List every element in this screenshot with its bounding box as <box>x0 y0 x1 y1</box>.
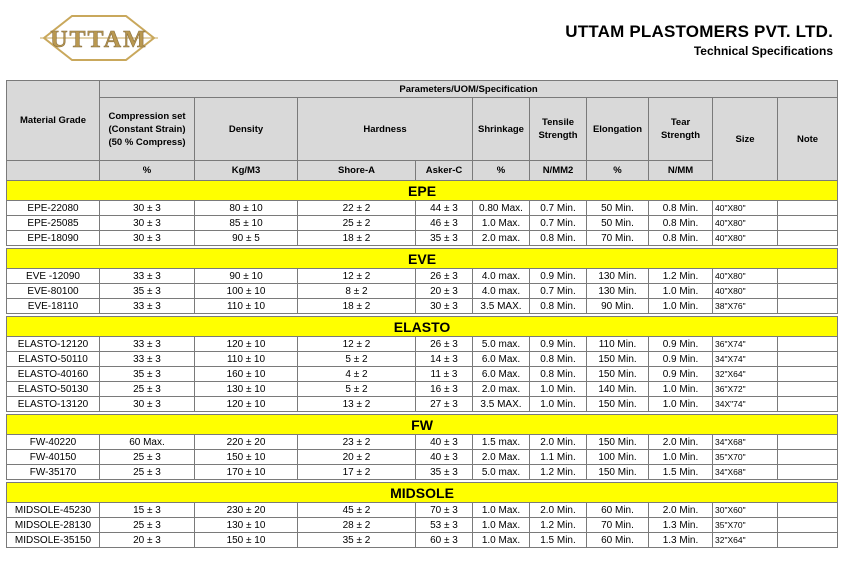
cell-grade: ELASTO-13120 <box>7 397 100 412</box>
cell-shore-a: 8 ± 2 <box>298 284 416 299</box>
cell-density: 130 ± 10 <box>195 382 298 397</box>
cell-compression: 30 ± 3 <box>100 216 195 231</box>
cell-shore-a: 12 ± 2 <box>298 337 416 352</box>
cell-shore-a: 13 ± 2 <box>298 397 416 412</box>
cell-size: 40"X80" <box>713 216 778 231</box>
cell-tensile: 0.7 Min. <box>530 201 587 216</box>
group-row <box>7 249 838 269</box>
cell-tensile: 0.8 Min. <box>530 367 587 382</box>
header-tear: Tear Strength <box>649 98 713 161</box>
cell-shrinkage: 2.0 Max. <box>473 450 530 465</box>
cell-density: 150 ± 10 <box>195 450 298 465</box>
header-note: Note <box>778 98 838 181</box>
cell-asker-c: 14 ± 3 <box>416 352 473 367</box>
cell-shore-a: 18 ± 2 <box>298 231 416 246</box>
cell-density: 230 ± 20 <box>195 503 298 518</box>
cell-density: 120 ± 10 <box>195 397 298 412</box>
group-title: MIDSOLE <box>7 483 838 503</box>
cell-elongation: 110 Min. <box>587 337 649 352</box>
cell-shrinkage: 2.0 max. <box>473 231 530 246</box>
cell-grade: EPE-18090 <box>7 231 100 246</box>
group-title: EVE <box>7 249 838 269</box>
unit-shrinkage: % <box>473 161 530 181</box>
cell-shore-a: 22 ± 2 <box>298 201 416 216</box>
cell-size: 35"X70" <box>713 450 778 465</box>
cell-shrinkage: 5.0 max. <box>473 337 530 352</box>
cell-tear: 0.8 Min. <box>649 216 713 231</box>
header-density: Density <box>195 98 298 161</box>
cell-density: 160 ± 10 <box>195 367 298 382</box>
cell-note <box>778 269 838 284</box>
cell-compression: 35 ± 3 <box>100 284 195 299</box>
cell-elongation: 70 Min. <box>587 231 649 246</box>
cell-compression: 30 ± 3 <box>100 397 195 412</box>
cell-tensile: 1.0 Min. <box>530 382 587 397</box>
header-shrinkage: Shrinkage <box>473 98 530 161</box>
cell-grade: ELASTO-40160 <box>7 367 100 382</box>
cell-size: 38"X76" <box>713 299 778 314</box>
table-row <box>7 382 838 397</box>
cell-asker-c: 53 ± 3 <box>416 518 473 533</box>
cell-tear: 1.3 Min. <box>649 518 713 533</box>
cell-grade: EVE -12090 <box>7 269 100 284</box>
cell-compression: 20 ± 3 <box>100 533 195 548</box>
cell-shore-a: 45 ± 2 <box>298 503 416 518</box>
cell-asker-c: 26 ± 3 <box>416 269 473 284</box>
cell-tensile: 0.9 Min. <box>530 337 587 352</box>
cell-asker-c: 30 ± 3 <box>416 299 473 314</box>
cell-size: 36"X74" <box>713 337 778 352</box>
header-size: Size <box>713 98 778 181</box>
cell-shore-a: 12 ± 2 <box>298 269 416 284</box>
cell-size: 32"X64" <box>713 533 778 548</box>
cell-elongation: 150 Min. <box>587 367 649 382</box>
cell-shore-a: 28 ± 2 <box>298 518 416 533</box>
cell-compression: 30 ± 3 <box>100 201 195 216</box>
cell-asker-c: 35 ± 3 <box>416 231 473 246</box>
table-row <box>7 450 838 465</box>
cell-density: 100 ± 10 <box>195 284 298 299</box>
cell-elongation: 100 Min. <box>587 450 649 465</box>
cell-note <box>778 465 838 480</box>
spec-table <box>6 80 838 548</box>
cell-note <box>778 518 838 533</box>
cell-elongation: 150 Min. <box>587 435 649 450</box>
cell-asker-c: 11 ± 3 <box>416 367 473 382</box>
cell-asker-c: 70 ± 3 <box>416 503 473 518</box>
table-row <box>7 367 838 382</box>
group-title: EPE <box>7 181 838 201</box>
cell-shrinkage: 5.0 max. <box>473 465 530 480</box>
cell-elongation: 70 Min. <box>587 518 649 533</box>
table-row <box>7 284 838 299</box>
cell-tensile: 1.5 Min. <box>530 533 587 548</box>
cell-shore-a: 17 ± 2 <box>298 465 416 480</box>
cell-shore-a: 4 ± 2 <box>298 367 416 382</box>
cell-tear: 1.2 Min. <box>649 269 713 284</box>
cell-note <box>778 367 838 382</box>
unit-density: Kg/M3 <box>195 161 298 181</box>
cell-size: 40"X80" <box>713 269 778 284</box>
cell-elongation: 140 Min. <box>587 382 649 397</box>
group-title: FW <box>7 415 838 435</box>
cell-tear: 1.0 Min. <box>649 397 713 412</box>
unit-tensile: N/MM2 <box>530 161 587 181</box>
cell-asker-c: 26 ± 3 <box>416 337 473 352</box>
company-name: UTTAM PLASTOMERS PVT. LTD. <box>565 22 833 41</box>
cell-size: 30"X60" <box>713 503 778 518</box>
cell-compression: 15 ± 3 <box>100 503 195 518</box>
table-row <box>7 518 838 533</box>
table-row <box>7 533 838 548</box>
cell-grade: EPE-25085 <box>7 216 100 231</box>
cell-density: 110 ± 10 <box>195 352 298 367</box>
cell-size: 34"X74" <box>713 352 778 367</box>
cell-density: 120 ± 10 <box>195 337 298 352</box>
cell-shore-a: 18 ± 2 <box>298 299 416 314</box>
cell-shrinkage: 4.0 max. <box>473 269 530 284</box>
cell-shore-a: 5 ± 2 <box>298 352 416 367</box>
cell-tensile: 0.8 Min. <box>530 231 587 246</box>
cell-size: 40"X80" <box>713 201 778 216</box>
cell-note <box>778 284 838 299</box>
table-row <box>7 503 838 518</box>
cell-size: 35"X70" <box>713 518 778 533</box>
cell-shore-a: 25 ± 2 <box>298 216 416 231</box>
cell-shrinkage: 1.0 Max. <box>473 518 530 533</box>
cell-grade: FW-40220 <box>7 435 100 450</box>
cell-density: 85 ± 10 <box>195 216 298 231</box>
cell-compression: 60 Max. <box>100 435 195 450</box>
header-elongation: Elongation <box>587 98 649 161</box>
group-row <box>7 181 838 201</box>
cell-grade: MIDSOLE-45230 <box>7 503 100 518</box>
cell-tensile: 1.1 Min. <box>530 450 587 465</box>
cell-elongation: 60 Min. <box>587 533 649 548</box>
cell-compression: 30 ± 3 <box>100 231 195 246</box>
cell-shrinkage: 1.0 Max. <box>473 503 530 518</box>
company-logo <box>34 10 164 66</box>
cell-note <box>778 299 838 314</box>
cell-tear: 0.8 Min. <box>649 201 713 216</box>
cell-elongation: 130 Min. <box>587 269 649 284</box>
cell-tear: 0.8 Min. <box>649 231 713 246</box>
header-material-grade: Material Grade <box>7 81 100 161</box>
table-row <box>7 231 838 246</box>
cell-tear: 0.9 Min. <box>649 337 713 352</box>
table-row <box>7 299 838 314</box>
cell-density: 150 ± 10 <box>195 533 298 548</box>
cell-shrinkage: 4.0 max. <box>473 284 530 299</box>
document-subtitle: Technical Specifications <box>693 44 833 58</box>
cell-shrinkage: 1.5 max. <box>473 435 530 450</box>
unit-asker-c: Asker-C <box>416 161 473 181</box>
cell-shrinkage: 0.80 Max. <box>473 201 530 216</box>
cell-elongation: 50 Min. <box>587 216 649 231</box>
cell-compression: 33 ± 3 <box>100 352 195 367</box>
cell-tear: 0.9 Min. <box>649 352 713 367</box>
header-tensile: Tensile Strength <box>530 98 587 161</box>
cell-grade: ELASTO-50130 <box>7 382 100 397</box>
table-row <box>7 201 838 216</box>
logo-text: UTTAM <box>50 27 148 53</box>
cell-shrinkage: 3.5 MAX. <box>473 397 530 412</box>
cell-note <box>778 397 838 412</box>
cell-tensile: 0.7 Min. <box>530 284 587 299</box>
group-row <box>7 415 838 435</box>
cell-asker-c: 44 ± 3 <box>416 201 473 216</box>
cell-size: 34"X68" <box>713 465 778 480</box>
cell-note <box>778 382 838 397</box>
cell-tear: 1.0 Min. <box>649 299 713 314</box>
cell-density: 90 ± 10 <box>195 269 298 284</box>
cell-shore-a: 5 ± 2 <box>298 382 416 397</box>
units-blank <box>7 161 100 181</box>
cell-note <box>778 201 838 216</box>
cell-elongation: 130 Min. <box>587 284 649 299</box>
cell-asker-c: 60 ± 3 <box>416 533 473 548</box>
group-row <box>7 483 838 503</box>
cell-shrinkage: 6.0 Max. <box>473 367 530 382</box>
cell-asker-c: 40 ± 3 <box>416 435 473 450</box>
group-row <box>7 317 838 337</box>
cell-tensile: 1.2 Min. <box>530 465 587 480</box>
cell-density: 90 ± 5 <box>195 231 298 246</box>
cell-tear: 2.0 Min. <box>649 435 713 450</box>
cell-tensile: 1.0 Min. <box>530 397 587 412</box>
cell-tensile: 2.0 Min. <box>530 503 587 518</box>
cell-compression: 33 ± 3 <box>100 337 195 352</box>
cell-size: 36"X72" <box>713 382 778 397</box>
cell-tear: 2.0 Min. <box>649 503 713 518</box>
cell-density: 220 ± 20 <box>195 435 298 450</box>
cell-compression: 25 ± 3 <box>100 450 195 465</box>
cell-note <box>778 337 838 352</box>
table-row <box>7 397 838 412</box>
unit-shore-a: Shore-A <box>298 161 416 181</box>
cell-asker-c: 40 ± 3 <box>416 450 473 465</box>
cell-shrinkage: 2.0 max. <box>473 382 530 397</box>
cell-tensile: 1.2 Min. <box>530 518 587 533</box>
table-row <box>7 352 838 367</box>
cell-tear: 0.9 Min. <box>649 367 713 382</box>
cell-asker-c: 27 ± 3 <box>416 397 473 412</box>
cell-asker-c: 16 ± 3 <box>416 382 473 397</box>
unit-compression: % <box>100 161 195 181</box>
cell-tensile: 0.7 Min. <box>530 216 587 231</box>
cell-tear: 1.3 Min. <box>649 533 713 548</box>
cell-asker-c: 46 ± 3 <box>416 216 473 231</box>
cell-note <box>778 503 838 518</box>
cell-elongation: 150 Min. <box>587 397 649 412</box>
cell-shrinkage: 3.5 MAX. <box>473 299 530 314</box>
table-row <box>7 269 838 284</box>
cell-size: 40"X80" <box>713 284 778 299</box>
cell-elongation: 150 Min. <box>587 465 649 480</box>
cell-density: 80 ± 10 <box>195 201 298 216</box>
cell-tensile: 0.8 Min. <box>530 299 587 314</box>
cell-shrinkage: 6.0 Max. <box>473 352 530 367</box>
cell-tear: 1.0 Min. <box>649 382 713 397</box>
cell-tear: 1.0 Min. <box>649 284 713 299</box>
cell-grade: EPE-22080 <box>7 201 100 216</box>
cell-note <box>778 352 838 367</box>
cell-elongation: 50 Min. <box>587 201 649 216</box>
cell-grade: ELASTO-50110 <box>7 352 100 367</box>
cell-compression: 33 ± 3 <box>100 299 195 314</box>
unit-elongation: % <box>587 161 649 181</box>
cell-compression: 35 ± 3 <box>100 367 195 382</box>
group-title: ELASTO <box>7 317 838 337</box>
cell-tensile: 0.9 Min. <box>530 269 587 284</box>
cell-grade: FW-35170 <box>7 465 100 480</box>
cell-shrinkage: 1.0 Max. <box>473 533 530 548</box>
cell-tear: 1.0 Min. <box>649 450 713 465</box>
table-row <box>7 337 838 352</box>
header-compression: Compression set (Constant Strain) (50 % Compress) <box>100 98 195 161</box>
cell-elongation: 60 Min. <box>587 503 649 518</box>
header-hardness: Hardness <box>298 98 473 161</box>
cell-note <box>778 435 838 450</box>
cell-density: 130 ± 10 <box>195 518 298 533</box>
cell-grade: FW-40150 <box>7 450 100 465</box>
cell-compression: 25 ± 3 <box>100 518 195 533</box>
table-row <box>7 435 838 450</box>
cell-note <box>778 450 838 465</box>
cell-tear: 1.5 Min. <box>649 465 713 480</box>
cell-density: 110 ± 10 <box>195 299 298 314</box>
cell-elongation: 150 Min. <box>587 352 649 367</box>
cell-grade: EVE-18110 <box>7 299 100 314</box>
cell-grade: MIDSOLE-28130 <box>7 518 100 533</box>
spec-body <box>7 181 838 548</box>
cell-grade: MIDSOLE-35150 <box>7 533 100 548</box>
cell-elongation: 90 Min. <box>587 299 649 314</box>
cell-asker-c: 20 ± 3 <box>416 284 473 299</box>
cell-note <box>778 231 838 246</box>
cell-compression: 33 ± 3 <box>100 269 195 284</box>
cell-asker-c: 35 ± 3 <box>416 465 473 480</box>
header-parameters: Parameters/UOM/Specification <box>100 81 838 98</box>
cell-tensile: 0.8 Min. <box>530 352 587 367</box>
cell-density: 170 ± 10 <box>195 465 298 480</box>
cell-size: 34X"74" <box>713 397 778 412</box>
cell-compression: 25 ± 3 <box>100 465 195 480</box>
cell-shore-a: 23 ± 2 <box>298 435 416 450</box>
table-row <box>7 465 838 480</box>
cell-shore-a: 20 ± 2 <box>298 450 416 465</box>
table-row <box>7 216 838 231</box>
cell-note <box>778 216 838 231</box>
cell-grade: EVE-80100 <box>7 284 100 299</box>
cell-shore-a: 35 ± 2 <box>298 533 416 548</box>
cell-tensile: 2.0 Min. <box>530 435 587 450</box>
cell-note <box>778 533 838 548</box>
unit-tear: N/MM <box>649 161 713 181</box>
cell-compression: 25 ± 3 <box>100 382 195 397</box>
company-header <box>565 22 833 58</box>
cell-size: 32"X64" <box>713 367 778 382</box>
cell-size: 34"X68" <box>713 435 778 450</box>
cell-shrinkage: 1.0 Max. <box>473 216 530 231</box>
cell-size: 40"X80" <box>713 231 778 246</box>
cell-grade: ELASTO-12120 <box>7 337 100 352</box>
